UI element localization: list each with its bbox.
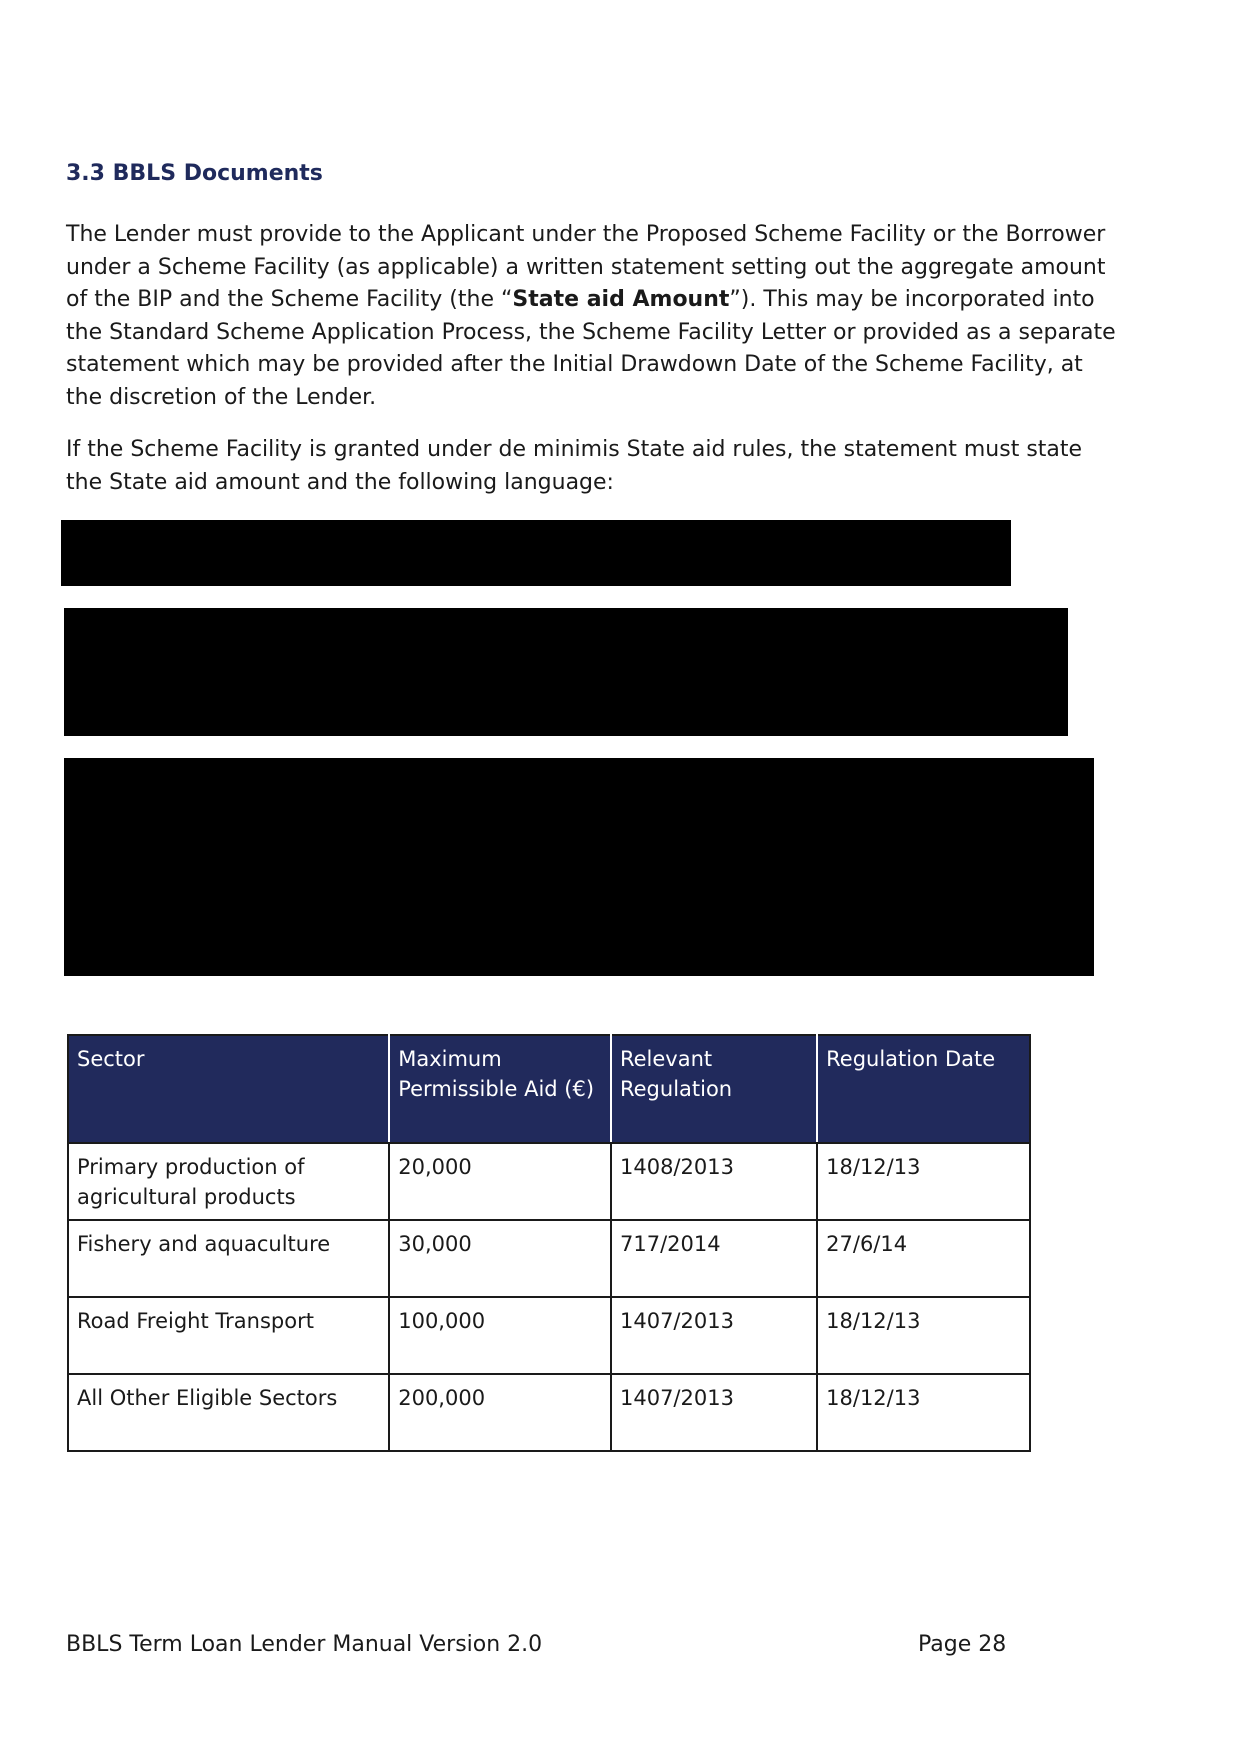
column-header-regulation-date: Regulation Date	[817, 1035, 1030, 1143]
cell-sector: Primary production of agricultural products	[68, 1143, 389, 1220]
redaction-block	[64, 608, 1068, 736]
paragraph-text-end: ”). This may be incorporated into the Standard Scheme Application Process, the Scheme Facility Letter or provided as a separate statement which may be provided after the Initial Drawdown Date of the Scheme Facility, at the discretion of the Lender.	[66, 287, 1116, 410]
column-header-sector: Sector	[68, 1035, 389, 1143]
cell-maximum-aid: 100,000	[389, 1297, 611, 1374]
cell-regulation: 1408/2013	[611, 1143, 817, 1220]
cell-regulation: 1407/2013	[611, 1374, 817, 1451]
cell-sector: Road Freight Transport	[68, 1297, 389, 1374]
redaction-block	[64, 758, 1094, 976]
column-header-maximum-aid: Maximum Permissible Aid (€)	[389, 1035, 611, 1143]
cell-regulation: 1407/2013	[611, 1297, 817, 1374]
cell-regulation-date: 18/12/13	[817, 1297, 1030, 1374]
cell-maximum-aid: 200,000	[389, 1374, 611, 1451]
paragraph-statement-requirement	[66, 219, 1116, 414]
table-row	[68, 1220, 1030, 1297]
paragraph-text-start: The Lender must provide to the Applicant under the Proposed Scheme Facility or the Borrower under a Scheme Facility (as applicable) a written statement setting out the aggregate amount of the BIP and the Scheme Facility (the “	[66, 222, 1106, 312]
table-header-row	[68, 1035, 1030, 1143]
section-heading: 3.3 BBLS Documents	[66, 161, 323, 186]
cell-regulation-date: 18/12/13	[817, 1143, 1030, 1220]
table-row	[68, 1297, 1030, 1374]
footer-page-number: Page 28	[918, 1632, 1007, 1657]
cell-sector: All Other Eligible Sectors	[68, 1374, 389, 1451]
cell-regulation-date: 27/6/14	[817, 1220, 1030, 1297]
cell-sector: Fishery and aquaculture	[68, 1220, 389, 1297]
paragraph-de-minimis: If the Scheme Facility is granted under de minimis State aid rules, the statement must state the State aid amount and the following language:	[66, 437, 1083, 495]
column-header-regulation: Relevant Regulation	[611, 1035, 817, 1143]
defined-term-state-aid-amount: State aid Amount	[512, 287, 730, 312]
de-minimis-aid-table	[67, 1034, 1031, 1452]
cell-regulation-date: 18/12/13	[817, 1374, 1030, 1451]
table-row	[68, 1374, 1030, 1451]
cell-regulation: 717/2014	[611, 1220, 817, 1297]
footer-document-title: BBLS Term Loan Lender Manual Version 2.0	[66, 1632, 543, 1657]
cell-maximum-aid: 20,000	[389, 1143, 611, 1220]
cell-maximum-aid: 30,000	[389, 1220, 611, 1297]
redaction-block	[61, 520, 1011, 586]
table-row	[68, 1143, 1030, 1220]
